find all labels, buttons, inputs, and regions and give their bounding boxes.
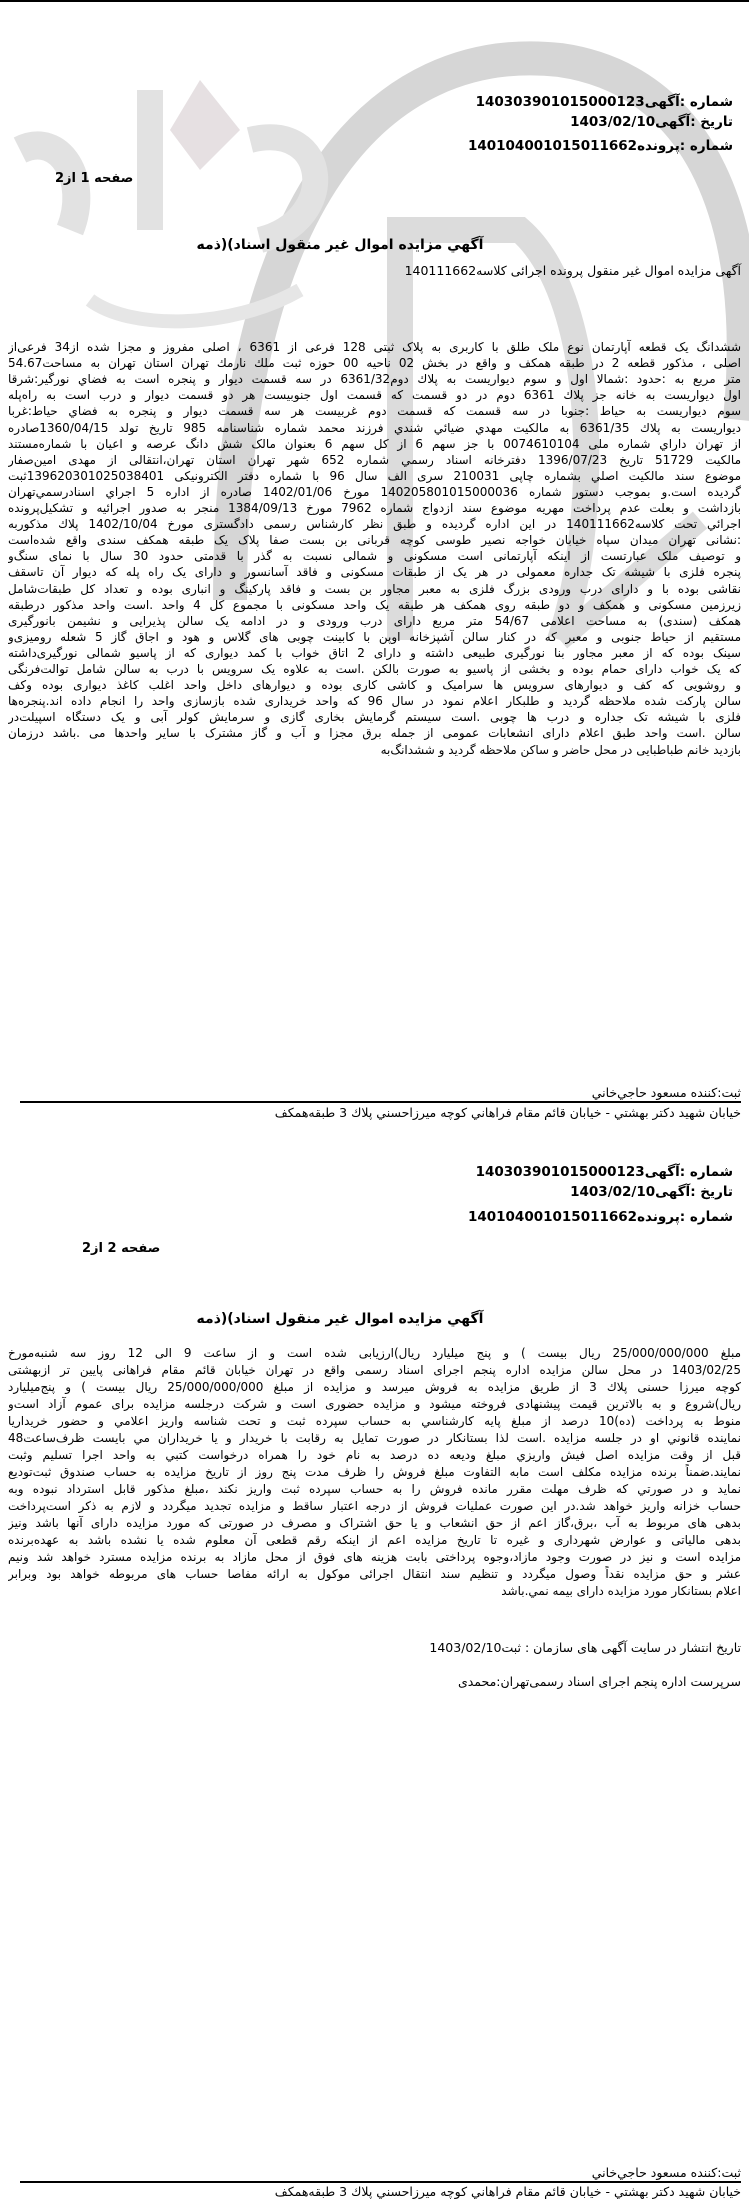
paragraph-line: سالن پارکت شده ملاحظه گردید و طلبکار اعلام نمود در سال 96 که واحد خریداری شده بازسازی واحد را انجام داده اند.پنجره‌ها — [8, 694, 741, 709]
paragraph-line: نمايد و در صورتي كه ظرف مهلت مقرر مانده فروش را به حساب سپرده ثبت واريز نكند ،مبلغ مذكور قابل استرداد نبوده وبه — [8, 1482, 741, 1496]
paragraph-line: كوچه ميرزا حسنی پلاك 3 از طريق مزايده به فروش ميرسد و مزايده از مبلغ 25/000/000/000 ريال بيست ) و پنج‌ميليارد — [8, 1380, 741, 1394]
paragraph-line: سالن .است واحد طبق اعلام دارای انشعابات عمومی از جمله برق مجزا و آب و گاز مشترک با سایر واحدها می .باشد درزمان — [8, 726, 741, 741]
paragraph-line: منوط به پرداخت (ده)10 درصد از مبلغ پايه كارشناسي به حساب سپرده ثبت و تحت شناسه واريز اعلامي و حضور خريداريا — [8, 1414, 741, 1428]
registrar: ثبت:کننده مسعود حاجي‌خاني — [591, 1085, 741, 1100]
ad-date: تاریخ :آگهی1403/02/10 — [570, 1184, 733, 1200]
page-label: صفحه 1 از2 — [55, 171, 134, 186]
divider — [20, 2181, 741, 2183]
paragraph-line: مزايده است و نيز در صورت وجود مازاد،وجوه پرداختی بابت هزينه های فوق از محل مازاد به برنده مزايده مسترد خواهد شد ونيم — [8, 1550, 741, 1564]
page-label: صفحه 2 از2 — [82, 1241, 161, 1256]
paragraph-line: پنجره فلزی با شیشه تک جداره معمولی در هر یک از طبقات مسکونی و فاقد آسانسور و دارای یک راه پله که دیوار آن تاسقف — [8, 565, 741, 580]
notice-title: آگهي مزايده اموال غير منقول اسناد)(ذمه — [196, 237, 484, 253]
paragraph-line: سوم ديواريست به حياط :جنوبا در سه قسمت كه قسمت دوم غربيست هر سه قسمت ديوار و پنجره به فضاي حياط:غربا — [8, 404, 741, 419]
paragraph-line: و توصیف ملک عبارتست از اینکه آپارتمانی است مسکونی و شمالی نسبت به گذر با قدمتی حدود 30 سال با نمای سنگ‌و — [8, 549, 741, 564]
paragraph-line: متر مربع به :حدود :شمالا اول و سوم دیواریست به پلاك دوم6361/32 در سه قسمت دیوار و پنجره است به فضاي نورگير:شرقا — [8, 372, 741, 387]
ad-number: شماره :آگهی140303901015000123 — [475, 1164, 733, 1180]
paragraph-line: زیرزمین مسکونی و همکف و دو طبقه روی همکف هر طبقه یک واحد مسکونی با مجموع کل 4 واحد .است واحد مذکور درطبقه — [8, 597, 741, 612]
paragraph-line: اجرائي تحت كلاسه140111662 در اين اداره گرديده و طبق نظر كارشناس رسمی دادگستری مورخ 1402/10/04 پلاك مذكوربه — [8, 517, 741, 532]
paragraph-line: اول دیواریست به خانه جز پلاك 6361 دوم در دو قسمت كه قسمت اول جنوبيست هر دو قسمت ديوار و درب است به راه‌پله — [8, 388, 741, 403]
paragraph-line: بدهی های مربوط به آب ،برق،گاز اعم از حق انشعاب و يا حق اشتراک و مصرف در صورتی كه مورد مزايده دارای آنها باشد ونيز — [8, 1516, 741, 1530]
paragraph-line: مبلغ 25/000/000/000 ريال بيست ) و پنج ميليارد ريال)ارزيابی شده است و از ساعت 9 الی 12 روز سه شنبه‌مورخ — [8, 1346, 741, 1360]
paragraph-line: نمايند.ضمناً برنده مزايده مكلف است مابه التفاوت مبلغ فروش را ظرف مدت پنج روز از تاريخ مزايده به حساب صندوق ثبت‌توديع — [8, 1465, 741, 1479]
paragraph-line: مالكيت 51729 تاريخ 1396/07/23 دفترخانه اسناد رسمي شماره 652 شهر تهران استان تهران،انتقالی از مهدی امین‌صفار — [8, 452, 741, 467]
paragraph-line: همکف (سندی) به مساحت اعلامی 54/67 متر مربع دارای درب ورودی و در ادامه یک سالن پذیرایی و نشیمن بانورگیری — [8, 613, 741, 628]
paragraph-line: بازدید خانم طباطبایی در محل حاضر و ساکن ملاحظه گردید و ششدانگ‌به — [380, 742, 741, 757]
paragraph-line: فلزی با شیشه تک جداره و درب ها چوبی .است سیستم گرمایش بخاری گازی و سرمایش کولر آبی و یک دستگاه اسپیلت‌در — [8, 710, 741, 725]
supervisor: سرپرست اداره پنجم اجرای اسناد رسمی‌تهران:محمدی — [457, 1674, 741, 1689]
paragraph-line: 1403/02/25 در محل سالن مزايده اداره پنجم اجرای اسناد رسمی واقع در تهران خيابان قائم مقام فراهانی پايين تر ازبهشتی — [8, 1363, 741, 1377]
office-address: خيابان شهيد دكتر بهشتي - خيابان قائم مقام فراهاني كوچه ميرزاحسني پلاك 3 طبقه‌همكف — [274, 1105, 741, 1120]
paragraph-line: و روشویی که کف و دیوارهای سرویس ها سرامیک و کاشی کاری بوده و دیوارهای داخل واحد اغلب کاغذ دیواری بوده وکف — [8, 678, 741, 693]
paragraph-line: ريال)شروع و به بالاترين قيمت پيشنهادی فروخته ميشود و مزايده حضوری است و شركت درجلسه مزايده برای عموم آزاد است‌و — [8, 1397, 741, 1411]
paragraph-line: سینک بوده که از معبر مجاور بنا نورگیری طبیعی داشته و دارای 2 اتاق خواب با کمد دیواری که از پاسیو شمالی نورگیری‌داشته — [8, 645, 741, 660]
notice-title: آگهي مزايده اموال غير منقول اسناد)(ذمه — [196, 1311, 484, 1327]
ad-date: تاریخ :آگهی1403/02/10 — [570, 114, 733, 130]
paragraph-line: ششدانگ یک قطعه آپارتمان نوع ملک طلق با کاربری به پلاک ثبتی 128 فرعی از 6361 ، اصلی مفروز و مجزا شده از34 فرعی‌از — [8, 340, 741, 354]
registrar: ثبت:کننده مسعود حاجي‌خاني — [591, 2165, 741, 2180]
paragraph-line: اعلام بستانكار مورد مزايده دارای بيمه نمي.باشد — [501, 1584, 741, 1598]
paragraph-line: حساب خزانه واريز خواهد شد.در اين صورت عمليات فروش از درجه اعتبار ساقط و مزايده تجديد ميگردد و لازم به ذكر است‌پرداخت — [8, 1499, 741, 1513]
case-number: شماره :پرونده140104001015011662 — [467, 138, 733, 154]
notice-subtitle: آگهی مزایده اموال غیر منقول پرونده اجرائی کلاسه140111662 — [404, 263, 741, 278]
paragraph-line: مستقیم از حیاط جنوبی و معبر که در کنار سالن آشپزخانه اوپن با کابینت چوبی های گلاس و هود و اجاق گاز 5 شعله رومیزی‌و — [8, 629, 741, 644]
paragraph-line: بازداشت و بعلت عدم پرداخت مهريه موضوع سند ازدواج شماره 7962 مورخ 1384/09/13 منجر به صدور اجرائيه و تشكيل‌پرونده — [8, 501, 741, 515]
paragraph-line: بدهی مالياتی و عوارض شهرداری و غيره تا تاريخ مزايده اعم از اينكه رقم قطعی آن معلوم شده يا نشده باشد به عهده‌برنده — [8, 1533, 741, 1547]
paragraph-line: موضوع سند مالكيت اصلي بشماره چاپی 210031 سری الف سال 96 با شماره دفتر الكترونیكی 139620301025038401ثبت — [8, 468, 741, 483]
ad-number: شماره :آگهی140303901015000123 — [475, 94, 733, 110]
publish-date: تاریخ انتشار در سایت آگهی های سازمان : ثبت1403/02/10 — [429, 1640, 741, 1655]
paragraph-line: نماينده قانوني او در جلسه مزايده .است لذا بستانكار در صورت تمايل به رقابت با خريدار و يا خريداران مي بايست ظرف‌ساعت48 — [8, 1431, 741, 1445]
paragraph-line: از تهران داراي شماره ملی 0074610104 با جز سهم 6 از كل سهم 6 بعنوان مالک شش دانگ عرصه و اعیان با شماره‌مستند — [8, 436, 741, 451]
paragraph-line: :نشانی تهران ميدان سپاه خيابان خواجه نصير طوسی كوچه قربانی بن بست صفا پلاک یک طبقه همکف سندی واقع شده‌است — [8, 533, 741, 548]
paragraph-line: اصلی ، مذکور قطعه 2 در طبقه همکف و واقع در بخش 02 ناحیه 00 حوزه ثبت ملك نارمك تهران استان تهران به مساحت54.67 — [8, 356, 741, 371]
office-address: خيابان شهيد دكتر بهشتي - خيابان قائم مقام فراهاني كوچه ميرزاحسني پلاك 3 طبقه‌همكف — [274, 2184, 741, 2199]
case-number: شماره :پرونده140104001015011662 — [467, 1209, 733, 1225]
paragraph-line: عشر و حق مزايده نقداً وصول ميگردد و تنظيم سند انتقال اجرائی موكول به ارائه مفاصا حساب های مربوطه خواهد بود وبرابر — [8, 1567, 741, 1581]
paragraph-line: گرديده است.و بموجب دستور شماره 140205801015000036 مورخ 1402/01/06 صادره از اداره 5 اجراي اسنادرسمي‌تهران — [8, 484, 741, 499]
paragraph-line: که یک خواب دارای حمام بوده و بخشی از پاسیو به صورت بالکن .است به علاوه یک سرویس با درب به سالن شامل توالت‌فرنگی — [8, 662, 741, 676]
divider — [20, 1101, 741, 1103]
paragraph-line: نقاشی بوده با و دارای درب ورودی بزرگ فلزی به معبر مجاور بن بست و فاقد پارکینگ و انباری بوده و تعداد کل طبقات‌شامل — [8, 581, 741, 596]
paragraph-line: قبل از وقت مزايده اصل فيش واريزي مبلغ وديعه ده درصد به نام خود را همراه درخواست كتبي به واحد اجرا تسليم وثبت — [8, 1448, 741, 1462]
paragraph-line: ديواريست به پلاك 6361/35 به مالكيت مهدي ضيائي شندي فرزند محمد شماره شناسنامه 985 تاريخ تولد 1360/04/15صادره — [8, 420, 741, 435]
